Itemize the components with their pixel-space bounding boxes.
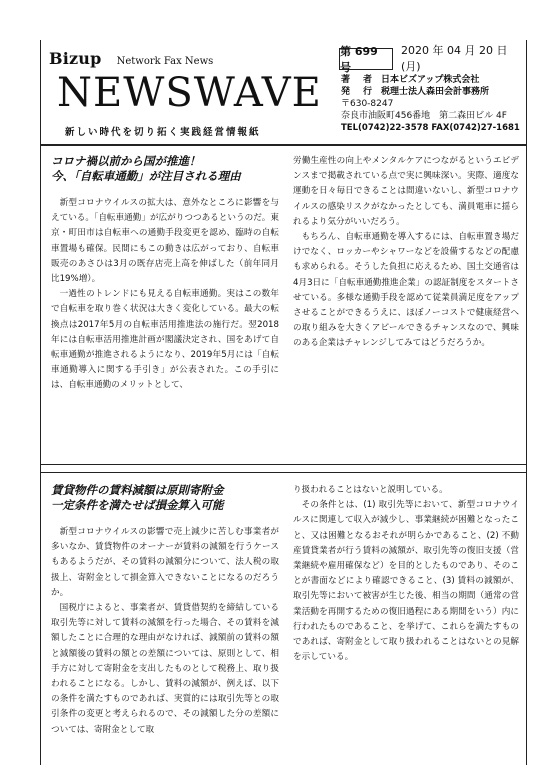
- article-bicycle-commuting: [41, 144, 526, 465]
- article-rent-reduction: [41, 472, 526, 766]
- article2-paragraph: その条件とは、(1) 取引先等において、新型コロナウイルスに関連して収入が減少し、事業継続が困難となったこと、又は困難となるおそれが明らかであること、(2) 不動産賃貸業者が行う賃料の減額が、取引先等の復旧支援（営業継続や雇用確保など）を目的としたものであり、そのことが書面などにより確認できること、(3) 賃料の減額が、取引先等において被害が生じた後、相当の期間（通常の営業活動を再開するための復旧過程にある期間をいう）内に行われたものであること、を挙げて、これらを満たすものであれば、寄附金として取り扱われることはないとの見解を示している。: [293, 500, 519, 663]
- brand-subtitle: Network Fax News: [116, 56, 214, 67]
- article1-right-column: [293, 154, 519, 352]
- publisher-name: 日本ビズアップ株式会社: [381, 75, 480, 85]
- article1-headline-line2: 今、「自転車通勤」が注目される理由: [51, 169, 241, 183]
- article2-paragraph: 国税庁によると、事業者が、賃貸借契約を締結している取引先等に対して賃料の減額を行った場合、その賃料を減額したことに合理的な理由がなければ、減額前の賃料の額と減額後の賃料の額との差額については、原則として、相手方に対して寄附金を支出したものとして税務上、取り扱われることになる。しかし、賃料の減額が、例えば、以下の条件を満たすものであれば、実質的には取引先等との取引条件の変更と考えられるので、その減額した分の差額については、寄附金として取: [51, 603, 279, 735]
- article2-paragraph: 新型コロナウイルスの影響で売上減少に苦しむ事業者が多いなか、賃貸物件のオーナーが賃料の減額を行うケースもあるようだが、その賃料の減額分について、法人税の取扱上、寄附金として損金算入できないことになるのだろうか。: [51, 527, 279, 598]
- tagline: 新しい時代を切り拓く実践経営情報紙: [65, 127, 261, 138]
- newsletter-title: NEWSWAVE: [57, 70, 322, 116]
- publisher-label: 著 者: [341, 75, 375, 85]
- issue-date: 2020 年 04 月 20 日 (月): [401, 44, 508, 73]
- brand-row: [49, 49, 213, 68]
- article1-headline-line1: コロナ禍以前から国が推進！: [51, 154, 201, 168]
- issuer-name: 税理士法人森田会計事務所: [381, 87, 490, 97]
- article2-headline-line2: 一定条件を満たせば損金算入可能: [51, 498, 224, 512]
- publisher-info: [341, 74, 523, 134]
- masthead: [41, 40, 526, 146]
- article1-left-column: [51, 154, 279, 394]
- article1-paragraph: 一過性のトレンドにも見える自転車通勤。実はこの数年で自転車を取り巻く状況は大きく変化している。最大の転換点は2017年5月の自転車活用推進法の施行だ。翌2018年には自転車活用推進計画が閣議決定され、国をあげて自転車通勤が推進されるようになり、2019年5月には「自転車通勤導入に関する手引き」が公表された。この手引には、自転車通勤のメリットとして、: [51, 289, 279, 391]
- brand-name: Bizup: [49, 49, 102, 68]
- issue-number: 第 699 号: [339, 48, 393, 70]
- article1-paragraph: もちろん、自転車通勤を導入するには、自転車置き場だけでなく、ロッカーやシャワーなどを設備するなどの配慮も求められる。そうした負担に応えるため、国土交通省は4月3日に「自転車通勤推進企業」の認証制度をスタートさせている。多様な通勤手段を認めて従業員満足度をアップさせることができるうえに、ほぼノーコストで健康経営への取り組みを大きくアピールできるチャンスなので、興味のある企業はチャレンジしてみてはどうだろうか。: [293, 232, 519, 349]
- newsletter-page: [40, 40, 527, 765]
- article1-paragraph: 新型コロナウイルスの拡大は、意外なところに影響を与えている。「自転車通勤」が広がりつつあるというのだ。東京・町田市は自転車への通勤手段変更を認め、臨時の自転車置場も確保。民間にもこの動きは広がっており、自転車販売のあさひは3月の既存店売上高を伸ばした（前年同月比19%増）。: [51, 198, 279, 285]
- address: 奈良市油阪町456番地 第二森田ビル 4F: [341, 111, 507, 121]
- issuer-label: 発 行: [341, 87, 375, 97]
- article1-paragraph: 労働生産性の向上やメンタルケアにつながるというエビデンスまで掲載されている点で実に興味深い。実際、適度な運動を日々毎日できることは間違いないし、新型コロナウイルスの感染リスクがなかったとしても、満員電車に揺られるより気分がいいだろう。: [293, 156, 519, 227]
- article2-headline: [51, 483, 279, 513]
- article2-paragraph: り扱われることはないと説明している。: [293, 485, 448, 495]
- article2-headline-line1: 賃貸物件の賃料減額は原則寄附金: [51, 483, 224, 497]
- article2-left-column: [51, 483, 279, 738]
- article2-right-column: [293, 483, 519, 665]
- section-divider: [41, 464, 526, 472]
- contact-numbers: TEL(0742)22-3578 FAX(0742)27-1681: [341, 123, 520, 133]
- article1-headline: [51, 154, 279, 184]
- postal-code: 〒630-8247: [341, 99, 394, 109]
